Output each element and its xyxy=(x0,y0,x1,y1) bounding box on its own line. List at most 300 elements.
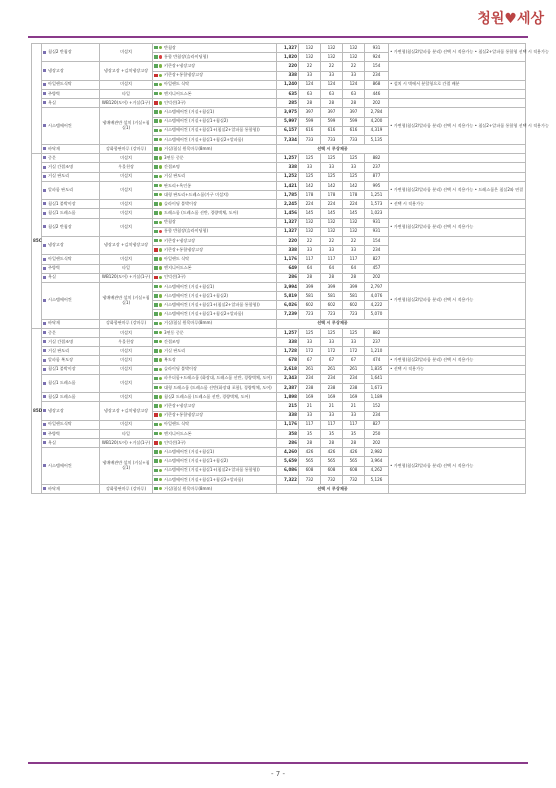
option-category xyxy=(42,356,100,365)
option-dot-icon xyxy=(159,395,163,399)
installment-amount: 33 xyxy=(343,246,365,255)
installment-amount: 602 xyxy=(299,301,321,310)
installment-amount: 565 xyxy=(299,457,321,466)
option-item xyxy=(153,402,277,411)
logo-text: 청원♥세상 xyxy=(477,11,544,27)
option-price: 5,659 xyxy=(277,457,299,466)
option-item xyxy=(153,420,277,429)
remark-note xyxy=(389,485,526,494)
option-price: 1,176 xyxy=(277,420,299,429)
option-label: 인덕션(3구) xyxy=(164,274,186,280)
remark-note xyxy=(389,236,526,254)
option-price: 6,026 xyxy=(277,301,299,310)
category-label: 침실2 반침장 xyxy=(48,49,72,55)
option-price: 1,327 xyxy=(277,227,299,236)
balance-amount: 995 xyxy=(365,181,389,190)
option-price: 678 xyxy=(277,356,299,365)
option-category xyxy=(42,200,100,209)
option-label: 3연동 중문 xyxy=(164,154,184,160)
installment-amount: 33 xyxy=(343,71,365,80)
option-square-icon xyxy=(154,74,158,78)
option-dot-icon xyxy=(159,64,163,68)
free-notice: 선택 시 무상제공 xyxy=(277,145,389,154)
installment-amount: 33 xyxy=(321,246,343,255)
balance-amount: 237 xyxy=(365,163,389,172)
option-dot-icon xyxy=(159,46,163,50)
installment-amount: 732 xyxy=(321,475,343,484)
table-row xyxy=(32,89,526,98)
category-marker-icon xyxy=(43,368,46,371)
category-marker-icon xyxy=(43,166,46,169)
installment-amount: 28 xyxy=(321,99,343,108)
installment-amount: 426 xyxy=(299,448,321,457)
option-label: 키큰장+냉장고장 xyxy=(164,237,196,243)
option-item xyxy=(153,44,277,53)
option-label: 시스템에어컨 (거실+침실1+(침실2+알파룸 통합형)) xyxy=(164,301,260,307)
installment-amount: 399 xyxy=(321,282,343,291)
balance-amount: 2,982 xyxy=(365,448,389,457)
installment-amount: 67 xyxy=(299,356,321,365)
option-price: 2,618 xyxy=(277,365,299,374)
option-item xyxy=(153,439,277,448)
option-category xyxy=(42,108,100,145)
installment-amount: 145 xyxy=(343,209,365,218)
category-label: 바닥재 xyxy=(48,485,60,491)
table-row xyxy=(32,328,526,337)
option-item xyxy=(153,236,277,245)
option-category xyxy=(42,402,100,420)
balance-amount: 5,070 xyxy=(365,310,389,319)
category-label: 시스템에어컨 xyxy=(48,462,72,468)
balance-amount: 1,251 xyxy=(365,191,389,200)
installment-amount: 22 xyxy=(321,62,343,71)
installment-amount: 178 xyxy=(299,191,321,200)
installment-amount: 22 xyxy=(343,62,365,71)
category-marker-icon xyxy=(43,299,46,302)
basic-spec: 미설치 xyxy=(100,347,153,356)
option-item xyxy=(153,429,277,438)
option-price: 6,157 xyxy=(277,126,299,135)
balance-amount: 446 xyxy=(365,89,389,98)
remark-note xyxy=(389,273,526,282)
installment-amount: 608 xyxy=(343,466,365,475)
option-price: 358 xyxy=(277,429,299,438)
balance-amount: 931 xyxy=(365,44,389,53)
option-square-icon xyxy=(154,46,158,50)
basic-spec: 냉장고장 +김치냉장고장 xyxy=(100,236,153,254)
option-category xyxy=(42,209,100,218)
option-label: 시스템에어컨 (거실+침실1+침실2+알파룸) xyxy=(164,476,244,482)
option-item xyxy=(153,411,277,420)
installment-amount: 124 xyxy=(299,80,321,89)
option-square-icon xyxy=(154,92,158,96)
category-marker-icon xyxy=(43,69,46,72)
table-row xyxy=(32,44,526,53)
option-label: 인덕션(3구) xyxy=(164,439,186,445)
table-row xyxy=(32,154,526,163)
category-label: 알파룸 복도장 xyxy=(48,357,74,363)
option-price: 1,257 xyxy=(277,154,299,163)
category-label: 거실 간접조명 xyxy=(48,164,74,170)
option-dot-icon xyxy=(159,230,163,234)
option-label: 거실 판도리 xyxy=(164,173,186,179)
category-marker-icon xyxy=(43,432,46,435)
option-label: 엔지니어드스톤 xyxy=(164,90,192,96)
option-category xyxy=(42,319,100,328)
basic-spec: WB120(도어) +거실(1구) xyxy=(100,99,153,108)
option-square-icon xyxy=(154,413,158,417)
installment-amount: 125 xyxy=(343,172,365,181)
installment-amount: 125 xyxy=(321,172,343,181)
category-label: 바닥재 xyxy=(48,320,60,326)
remark-note xyxy=(389,99,526,108)
option-label: 반침장 xyxy=(164,44,176,50)
option-label: 대형 드레스룸 (드레스룸 선반(화장대 포함), 경량벽체, 도어) xyxy=(164,384,272,390)
installment-amount: 602 xyxy=(343,301,365,310)
installment-amount: 125 xyxy=(343,154,365,163)
basic-spec: 미설치 xyxy=(100,420,153,429)
option-label: 시스템에어컨 (거실+침실1+침실2) xyxy=(164,292,229,298)
option-dot-icon xyxy=(159,377,163,381)
option-label: 아일랜드 식탁 xyxy=(164,81,190,87)
basic-spec: 냉매배관만 설치 (거실+침실1) xyxy=(100,282,153,319)
installment-amount: 132 xyxy=(321,218,343,227)
installment-amount: 28 xyxy=(343,273,365,282)
remark-note: • 가변형(침실2/알파룸 분리) 선택 시 적용가능 • 침실2+알파룸 통합형 선택 시 적용가능 xyxy=(389,108,526,145)
option-dot-icon xyxy=(159,358,163,362)
installment-amount: 234 xyxy=(321,374,343,383)
balance-amount: 4,222 xyxy=(365,301,389,310)
category-marker-icon xyxy=(43,147,46,150)
option-square-icon xyxy=(154,294,158,298)
installment-amount: 132 xyxy=(343,53,365,62)
installment-amount: 33 xyxy=(299,338,321,347)
installment-amount: 125 xyxy=(321,154,343,163)
option-label: 시스템에어컨 (거실+침실1+침실2) xyxy=(164,458,229,464)
basic-spec: 미설치 xyxy=(100,181,153,199)
option-square-icon xyxy=(154,441,158,445)
installment-amount: 35 xyxy=(321,429,343,438)
installment-amount: 132 xyxy=(321,44,343,53)
option-dot-icon xyxy=(159,221,163,225)
basic-spec: 강화합판마루 (강마루) xyxy=(100,485,153,494)
remark-note xyxy=(389,402,526,420)
remark-note xyxy=(389,209,526,218)
installment-amount: 169 xyxy=(343,393,365,402)
table-row xyxy=(32,356,526,365)
table-row xyxy=(32,365,526,374)
option-category xyxy=(42,236,100,254)
table-row xyxy=(32,181,526,190)
option-dot-icon xyxy=(159,432,163,436)
table-row xyxy=(32,338,526,347)
option-price: 1,421 xyxy=(277,181,299,190)
option-label: 아일랜드 식탁 xyxy=(164,421,190,427)
basic-spec: WB120(도어) +거실(1구) xyxy=(100,273,153,282)
option-square-icon xyxy=(154,83,158,87)
installment-amount: 142 xyxy=(299,181,321,190)
installment-amount: 234 xyxy=(299,374,321,383)
installment-amount: 397 xyxy=(343,108,365,117)
balance-amount: 234 xyxy=(365,246,389,255)
category-marker-icon xyxy=(43,225,46,228)
remark-note xyxy=(389,319,526,328)
installment-amount: 22 xyxy=(299,236,321,245)
installment-amount: 426 xyxy=(321,448,343,457)
option-label: 시스템에어컨 (거실+침실1) xyxy=(164,448,215,454)
installment-amount: 64 xyxy=(299,264,321,273)
installment-amount: 732 xyxy=(343,475,365,484)
option-item xyxy=(153,163,277,172)
option-category xyxy=(42,282,100,319)
table-row xyxy=(32,282,526,291)
option-label: 키큰장+냉장고장 xyxy=(164,403,196,408)
basic-spec: 미설치 xyxy=(100,356,153,365)
installment-amount: 125 xyxy=(299,154,321,163)
option-category xyxy=(42,485,100,494)
installment-amount: 261 xyxy=(299,365,321,374)
option-dot-icon xyxy=(159,303,163,307)
option-dot-icon xyxy=(159,368,163,372)
category-label: 침실1 붙박이장 xyxy=(48,200,76,206)
option-square-icon xyxy=(154,138,158,142)
option-category xyxy=(42,255,100,264)
table-row xyxy=(32,374,526,383)
option-category xyxy=(42,218,100,236)
installment-amount: 125 xyxy=(299,172,321,181)
basic-spec: 냉장고장 +김치냉장고장 xyxy=(100,62,153,80)
category-marker-icon xyxy=(43,487,46,490)
balance-amount: 1,573 xyxy=(365,200,389,209)
installment-amount: 733 xyxy=(299,135,321,144)
option-price: 1,785 xyxy=(277,191,299,200)
category-marker-icon xyxy=(43,189,46,192)
category-marker-icon xyxy=(43,276,46,279)
balance-amount: 474 xyxy=(365,356,389,365)
table-row xyxy=(32,200,526,209)
option-square-icon xyxy=(154,395,158,399)
option-item xyxy=(153,181,277,190)
balance-amount: 5,126 xyxy=(365,475,389,484)
option-item xyxy=(153,209,277,218)
installment-amount: 602 xyxy=(321,301,343,310)
installment-amount: 224 xyxy=(343,200,365,209)
option-dot-icon xyxy=(159,147,163,151)
category-label: 침실1 드레스룸 xyxy=(48,210,76,216)
balance-amount: 2,784 xyxy=(365,108,389,117)
option-price: 649 xyxy=(277,264,299,273)
option-label: 간접조명 xyxy=(164,164,180,170)
option-label: 복도장 xyxy=(164,357,176,363)
category-label: 주방벽 xyxy=(48,265,60,271)
option-price: 2,387 xyxy=(277,383,299,392)
option-label: 인덕션(3구) xyxy=(164,99,186,105)
option-square-icon xyxy=(154,175,158,179)
option-category xyxy=(42,338,100,347)
installment-amount: 608 xyxy=(321,466,343,475)
category-label: 아일랜드식탁 xyxy=(48,256,72,261)
installment-amount: 117 xyxy=(299,255,321,264)
installment-amount: 33 xyxy=(299,246,321,255)
option-dot-icon xyxy=(159,340,163,344)
option-item xyxy=(153,200,277,209)
category-label: 침실2 드레스룸 xyxy=(48,393,76,399)
option-price: 338 xyxy=(277,163,299,172)
option-label: 엔지니어드스톤 xyxy=(164,430,192,436)
installment-amount: 397 xyxy=(321,108,343,117)
installment-amount: 399 xyxy=(299,282,321,291)
option-price: 1,327 xyxy=(277,44,299,53)
balance-amount: 827 xyxy=(365,255,389,264)
installment-amount: 33 xyxy=(343,163,365,172)
table-row xyxy=(32,172,526,181)
table-row xyxy=(32,485,526,494)
installment-amount: 63 xyxy=(343,89,365,98)
option-price: 1,176 xyxy=(277,255,299,264)
remark-note xyxy=(389,439,526,448)
balance-amount: 827 xyxy=(365,420,389,429)
category-label: 거실 판도리 xyxy=(48,347,70,353)
option-price: 1,252 xyxy=(277,172,299,181)
installment-amount: 117 xyxy=(343,420,365,429)
balance-amount: 882 xyxy=(365,154,389,163)
remark-note xyxy=(389,172,526,181)
option-category xyxy=(42,181,100,199)
category-label: 시스템에어컨 xyxy=(48,122,72,128)
option-label: 간접조명 xyxy=(164,338,180,344)
basic-spec: 미설치 xyxy=(100,80,153,89)
installment-amount: 616 xyxy=(343,126,365,135)
option-item xyxy=(153,99,277,108)
balance-amount: 882 xyxy=(365,328,389,337)
installment-amount: 124 xyxy=(343,80,365,89)
option-dot-icon xyxy=(159,74,163,78)
category-marker-icon xyxy=(43,267,46,270)
option-category xyxy=(42,393,100,402)
installment-amount: 125 xyxy=(343,328,365,337)
installment-amount: 117 xyxy=(299,420,321,429)
installment-amount: 426 xyxy=(343,448,365,457)
table-row xyxy=(32,99,526,108)
free-notice: 선택 시 무상제공 xyxy=(277,485,389,494)
option-label: 파우더룸+드레스룸 (화장대, 드레스룸 선반, 경량벽체, 도어) xyxy=(164,375,272,381)
table-row xyxy=(32,145,526,154)
category-label: 알파룸 판도리 xyxy=(48,187,74,193)
option-square-icon xyxy=(154,340,158,344)
installment-amount: 67 xyxy=(321,356,343,365)
option-item xyxy=(153,301,277,310)
category-label: 주방벽 xyxy=(48,430,60,436)
remark-note xyxy=(389,374,526,392)
installment-amount: 33 xyxy=(299,163,321,172)
installment-amount: 132 xyxy=(299,218,321,227)
brand-logo xyxy=(444,8,544,30)
category-label: 침실1 드레스룸 xyxy=(48,380,76,386)
option-dot-icon xyxy=(159,469,163,473)
installment-amount: 21 xyxy=(321,402,343,411)
option-item xyxy=(153,356,277,365)
balance-amount: 154 xyxy=(365,236,389,245)
installment-amount: 125 xyxy=(321,328,343,337)
category-label: 욕실 xyxy=(48,439,56,445)
installment-amount: 172 xyxy=(343,347,365,356)
option-category xyxy=(42,347,100,356)
balance-amount: 4,319 xyxy=(365,126,389,135)
option-category xyxy=(42,89,100,98)
option-square-icon xyxy=(154,276,158,280)
category-label: 거실 간접조명 xyxy=(48,338,74,344)
option-price: 3,994 xyxy=(277,282,299,291)
option-category xyxy=(42,62,100,80)
installment-amount: 616 xyxy=(299,126,321,135)
installment-amount: 33 xyxy=(343,338,365,347)
option-price: 286 xyxy=(277,439,299,448)
option-price: 220 xyxy=(277,62,299,71)
balance-amount: 154 xyxy=(365,62,389,71)
option-category xyxy=(42,154,100,163)
installment-amount: 565 xyxy=(321,457,343,466)
option-square-icon xyxy=(154,303,158,307)
option-square-icon xyxy=(154,285,158,289)
balance-amount: 250 xyxy=(365,429,389,438)
option-label: 키큰장+통합냉장고장 xyxy=(164,72,204,78)
option-price: 338 xyxy=(277,71,299,80)
option-label: 시스템에어컨 (거실+침실1+(침실2+알파룸 통합형)) xyxy=(164,127,260,133)
option-square-icon xyxy=(154,322,158,326)
option-category xyxy=(42,145,100,154)
option-dot-icon xyxy=(159,266,163,270)
installment-amount: 238 xyxy=(299,383,321,392)
installment-amount: 599 xyxy=(343,117,365,126)
table-row xyxy=(32,209,526,218)
option-dot-icon xyxy=(159,211,163,215)
option-price-table xyxy=(31,43,549,494)
option-price: 635 xyxy=(277,89,299,98)
basic-spec: 미설치 xyxy=(100,393,153,402)
option-price: 338 xyxy=(277,411,299,420)
category-marker-icon xyxy=(43,156,46,159)
option-price: 215 xyxy=(277,402,299,411)
option-category xyxy=(42,264,100,273)
option-label: 침실2 드레스룸 (드레스룸 선반, 경량벽체, 도어) xyxy=(164,393,251,399)
category-marker-icon xyxy=(43,83,46,86)
option-square-icon xyxy=(154,193,158,197)
option-label: 드레스룸 (드레스룸 선반, 경량벽체, 도어) xyxy=(164,210,239,216)
category-marker-icon xyxy=(43,382,46,385)
installment-amount: 723 xyxy=(321,310,343,319)
remark-note xyxy=(389,145,526,154)
option-dot-icon xyxy=(159,404,163,408)
option-price: 220 xyxy=(277,236,299,245)
balance-amount: 3,964 xyxy=(365,457,389,466)
category-marker-icon xyxy=(43,340,46,343)
table-row xyxy=(32,80,526,89)
balance-amount: 202 xyxy=(365,273,389,282)
category-marker-icon xyxy=(43,423,46,426)
installment-amount: 169 xyxy=(299,393,321,402)
option-square-icon xyxy=(154,257,158,261)
remark-note xyxy=(389,264,526,273)
option-item xyxy=(153,53,277,62)
free-notice: 선택 시 무상제공 xyxy=(277,319,389,328)
installment-amount: 132 xyxy=(299,53,321,62)
installment-amount: 599 xyxy=(299,117,321,126)
balance-amount: 924 xyxy=(365,53,389,62)
option-dot-icon xyxy=(159,138,163,142)
option-square-icon xyxy=(154,230,158,234)
option-item xyxy=(153,383,277,392)
category-label: 거실 판도리 xyxy=(48,173,70,179)
